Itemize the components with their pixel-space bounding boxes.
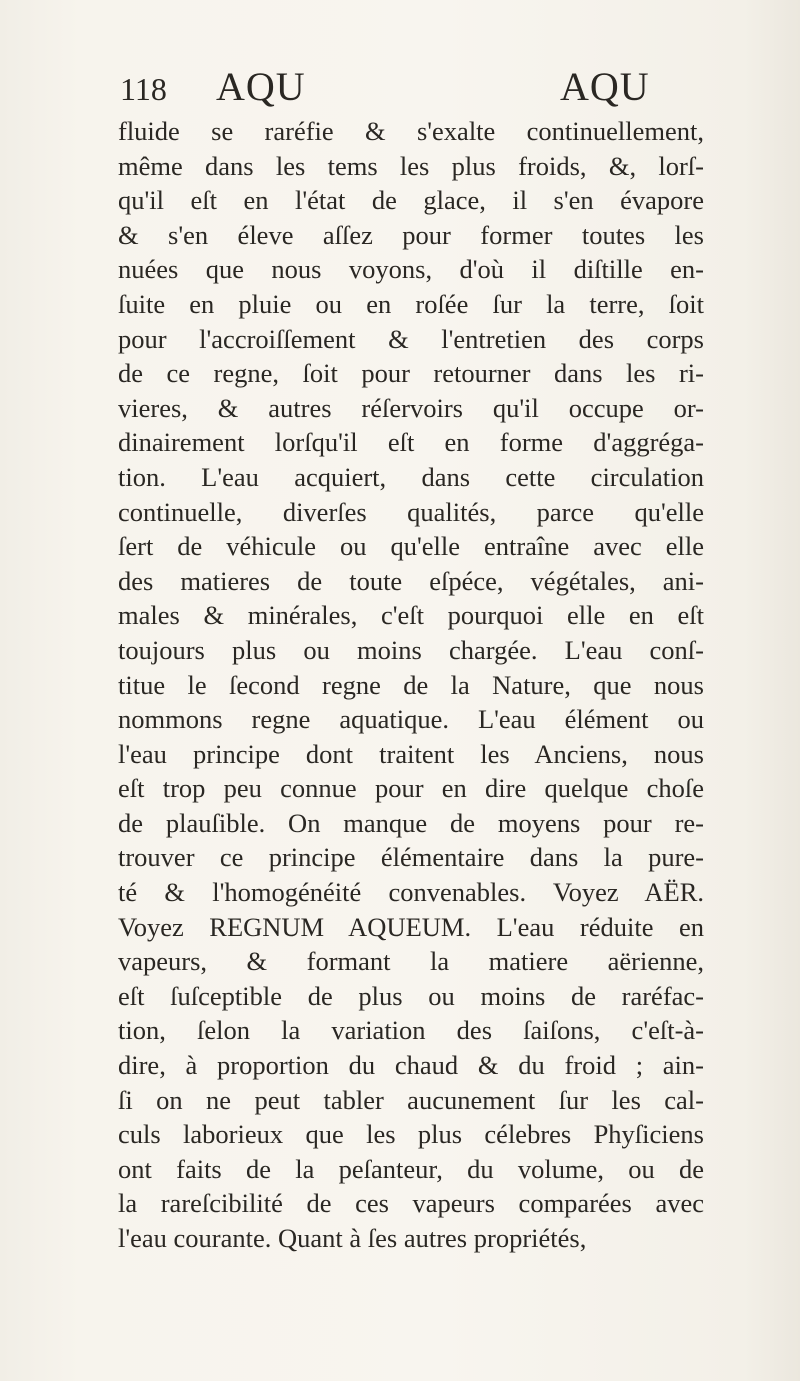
running-header (120, 62, 700, 112)
running-head-right: AQU (560, 64, 650, 109)
text-line: & s'en éleve aſſez pour former toutes les (118, 219, 704, 250)
text-line: qu'il eſt en l'état de glace, il s'en évapore (118, 185, 704, 216)
text-line: ont faits de la peſanteur, du volume, ou de (118, 1153, 704, 1184)
text-line: trouver ce principe élémentaire dans la pure- (118, 842, 704, 873)
text-line: même dans les tems les plus froids, &, lorſ- (118, 150, 704, 181)
text-line: des matieres de toute eſpéce, végétales, ani- (118, 565, 704, 596)
text-line: vapeurs, & formant la matiere aërienne, (118, 946, 704, 977)
text-line: tion, ſelon la variation des ſaiſons, c'eſt-à- (118, 1015, 704, 1046)
text-line: fluide se raréfie & s'exalte continuellement, (118, 116, 704, 146)
body-text (118, 114, 704, 1256)
text-line: Voyez REGNUM AQUEUM. L'eau réduite en (118, 911, 704, 942)
text-line: nuées que nous voyons, d'où il diſtille en- (118, 254, 704, 285)
text-line: ſuite en pluie ou en roſée ſur la terre, ſoit (118, 288, 704, 319)
text-line: males & minérales, c'eſt pourquoi elle en eſt (118, 600, 704, 631)
text-line: dire, à proportion du chaud & du froid ; ain- (118, 1050, 704, 1081)
text-line: toujours plus ou moins chargée. L'eau conſ- (118, 634, 704, 665)
text-line: nommons regne aquatique. L'eau élément ou (118, 704, 704, 735)
text-line: culs laborieux que les plus célebres Phyſiciens (118, 1119, 704, 1150)
text-line: eſt ſuſceptible de plus ou moins de raréfac- (118, 980, 704, 1011)
text-line: pour l'accroiſſement & l'entretien des corps (118, 323, 704, 354)
text-line: l'eau courante. Quant à ſes autres propriétés, (118, 1223, 587, 1253)
text-line: continuelle, diverſes qualités, parce qu'elle (118, 496, 704, 527)
text-line: la rareſcibilité de ces vapeurs comparées avec (118, 1188, 704, 1219)
text-line: eſt trop peu connue pour en dire quelque choſe (118, 773, 704, 804)
text-line: ſert de véhicule ou qu'elle entraîne avec elle (118, 531, 704, 562)
text-line: vieres, & autres réſervoirs qu'il occupe or- (118, 392, 704, 423)
text-line: tion. L'eau acquiert, dans cette circulation (118, 461, 704, 492)
text-line: té & l'homogénéité convenables. Voyez AËR. (118, 877, 704, 908)
page-number: 118 (120, 71, 167, 107)
text-line: ſi on ne peut tabler aucunement ſur les cal- (118, 1084, 704, 1115)
text-line: de ce regne, ſoit pour retourner dans les ri- (118, 358, 704, 389)
text-line: dinairement lorſqu'il eſt en forme d'aggréga- (118, 427, 704, 458)
text-line: titue le ſecond regne de la Nature, que nous (118, 669, 704, 700)
text-line: de plauſible. On manque de moyens pour re- (118, 807, 704, 838)
running-head-left: AQU (216, 64, 306, 109)
text-line: l'eau principe dont traitent les Anciens, nous (118, 738, 704, 769)
